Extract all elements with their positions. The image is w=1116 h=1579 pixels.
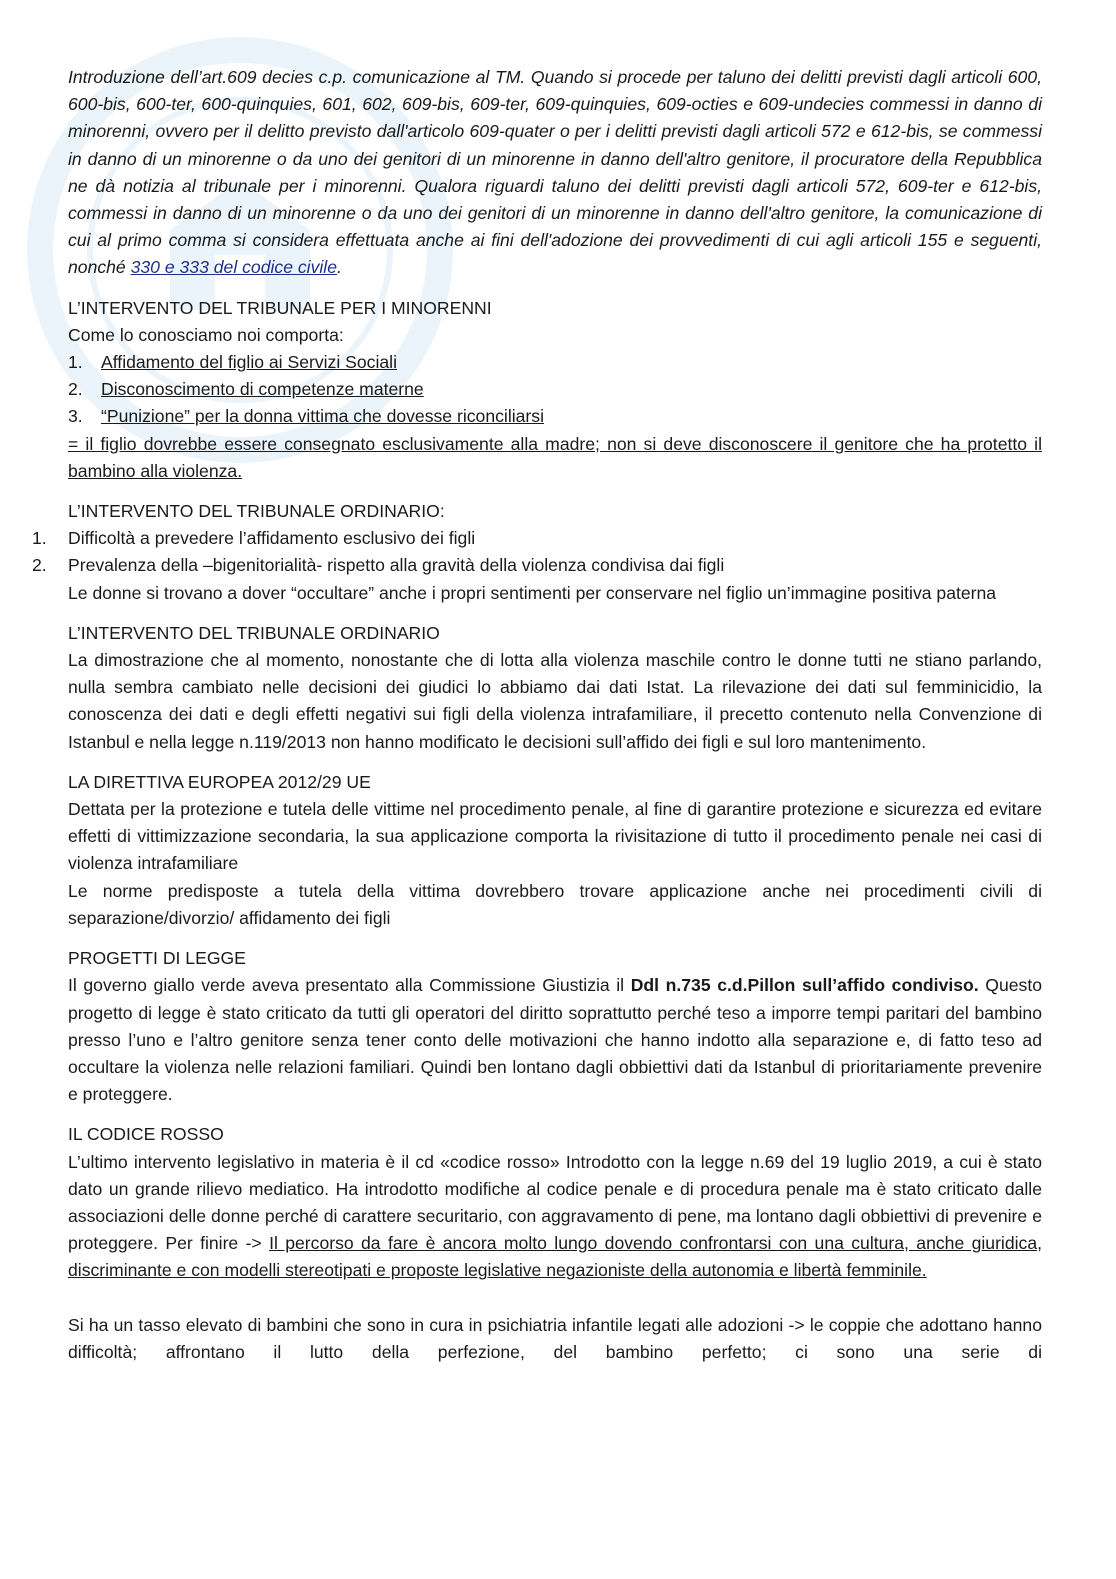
section-lead: Come lo conosciamo noi comporta: (68, 324, 344, 345)
section-body: Il governo giallo verde aveva presentato alla Commissione Giustizia il Ddl n.735 c.d.Pillon sull’affido condiviso. Questo progetto di legge è stato criticato da tutti gli operatori del diritto soprattutto perché teso a imporre tempi paritari del bambino presso l’uno e l’altro genitore senza tener conto delle motivazioni che hanno indotto alla separazione e, di fatto teso ad occultare la violenza nelle relazioni familiari. Quindi ben lontano dagli obbiettivi dati da Istanbul di prioritariamente prevenire e proteggere. (68, 975, 1042, 1105)
section-tribunale-minorenni (68, 295, 1042, 485)
section-heading: LA DIRETTIVA EUROPEA 2012/29 UE (68, 771, 371, 792)
section-body: La dimostrazione che al momento, nonostante che di lotta alla violenza maschile contro le donne tutti ne stiano parlando, nulla sembra cambiato nelle decisioni dei giudici lo abbiamo dai dati Istat. La rilevazione dei dati sul femminicidio, la conoscenza dei dati e degli effetti negativi sui figli della violenza intrafamiliare, il precetto contenuto nella Convenzione di Istanbul e nella legge n.119/2013 non hanno modificato le decisioni sull’affido dei figli e sul loro mantenimento. (68, 650, 1042, 752)
section-note: Le donne si trovano a dover “occultare” anche i propri sentimenti per conservare nel figlio un’immagine positiva paterna (68, 582, 997, 603)
list-item: 3. “Punizione” per la donna vittima che dovesse riconciliarsi (68, 406, 544, 427)
section-tribunale-ordinario-1 (32, 498, 1042, 607)
list-item: 1. Affidamento del figlio ai Servizi Sociali (68, 352, 397, 373)
section-heading: L’INTERVENTO DEL TRIBUNALE ORDINARIO (68, 622, 440, 643)
section-heading: IL CODICE ROSSO (68, 1124, 224, 1145)
minorenni-list (68, 349, 1042, 431)
closing-paragraph: Si ha un tasso elevato di bambini che sono in cura in psichiatria infantile legati alle adozioni -> le coppie che adottano hanno difficoltà; affrontano il lutto della perfezione, del bambino perfetto; ci sono una serie di (68, 1314, 1042, 1362)
section-heading: L’INTERVENTO DEL TRIBUNALE PER I MINORENNI (68, 297, 492, 318)
section-closing (68, 1312, 1042, 1366)
intro-paragraph: Introduzione dell’art.609 decies c.p. comunicazione al TM. Quando si procede per taluno dei delitti previsti dagli articoli 600, 600-bis, 600-ter, 600-quinquies, 601, 602, 609-bis, 609-ter, 609-quinquies, 609-octies e 609-undecies commessi in danno di minorenni, ovvero per il delitto previsto dall'articolo 609-quater o per i delitti previsti dagli articoli 572 e 612-bis, se commessi in danno di un minorenne o da uno dei genitori di un minorenne in danno dell'altro genitore, il procuratore della Repubblica ne dà notizia al tribunale per i minorenni. Qualora riguardi taluno dei delitti previsti dagli articoli 572, 609-ter e 612-bis, commessi in danno di un minorenne o da uno dei genitori di un minorenne in danno dell'altro genitore, la comunicazione di cui al primo comma si considera effettuata anche ai fini dell'adozione dei provvedimenti di cui agli articoli 155 e seguenti, nonché 330 e 333 del codice civile. (68, 67, 1042, 278)
section-conclusion: = il figlio dovrebbe essere consegnato esclusivamente alla madre; non si deve disconoscere il genitore che ha protetto il bambino alla violenza. (68, 433, 1042, 481)
section-codice-rosso (68, 1121, 1042, 1284)
document-content (32, 64, 1043, 1366)
ordinario-list (32, 525, 1042, 579)
list-item: 1. Difficoltà a prevedere l’affidamento esclusivo dei figli (32, 528, 476, 549)
list-item: 2. Prevalenza della –bigenitorialità- rispetto alla gravità della violenza condivisa dai figli (32, 555, 725, 576)
section-body: Dettata per la protezione e tutela delle vittime nel procedimento penale, al fine di garantire protezione e sicurezza ed evitare effetti di vittimizzazione secondaria, la sua applicazione comporta la rivisitazione di tutto il procedimento penale nei casi di violenza intrafamiliare (68, 799, 1042, 874)
section-direttiva-europea (68, 769, 1042, 932)
codice-civile-link[interactable]: 330 e 333 del codice civile (130, 257, 337, 278)
list-item: 2. Disconoscimento di competenze materne (68, 379, 424, 400)
section-heading: L’INTERVENTO DEL TRIBUNALE ORDINARIO: (68, 501, 445, 522)
section-heading: PROGETTI DI LEGGE (68, 948, 246, 969)
section-body: Le norme predisposte a tutela della vittima dovrebbero trovare applicazione anche nei procedimenti civili di separazione/divorzio/ affidamento dei figli (68, 880, 1042, 928)
section-progetti-di-legge (68, 945, 1042, 1108)
section-tribunale-ordinario-2 (68, 620, 1042, 756)
section-body: L’ultimo intervento legislativo in materia è il cd «codice rosso» Introdotto con la legge n.69 del 19 luglio 2019, a cui è stato dato un grande rilievo mediatico. Ha introdotto modifiche al codice penale e di procedura penale ma è stato criticato dalle associazioni delle donne perché di carattere securitario, con aggravamento di pene, ma lontano dagli obbiettivi di prevenire e proteggere. Per finire -> Il percorso da fare è ancora molto lungo dovendo confrontarsi con una cultura, anche giuridica, discriminante e con modelli stereotipati e proposte legislative negazioniste della autonomia e libertà femminile. (68, 1151, 1043, 1281)
